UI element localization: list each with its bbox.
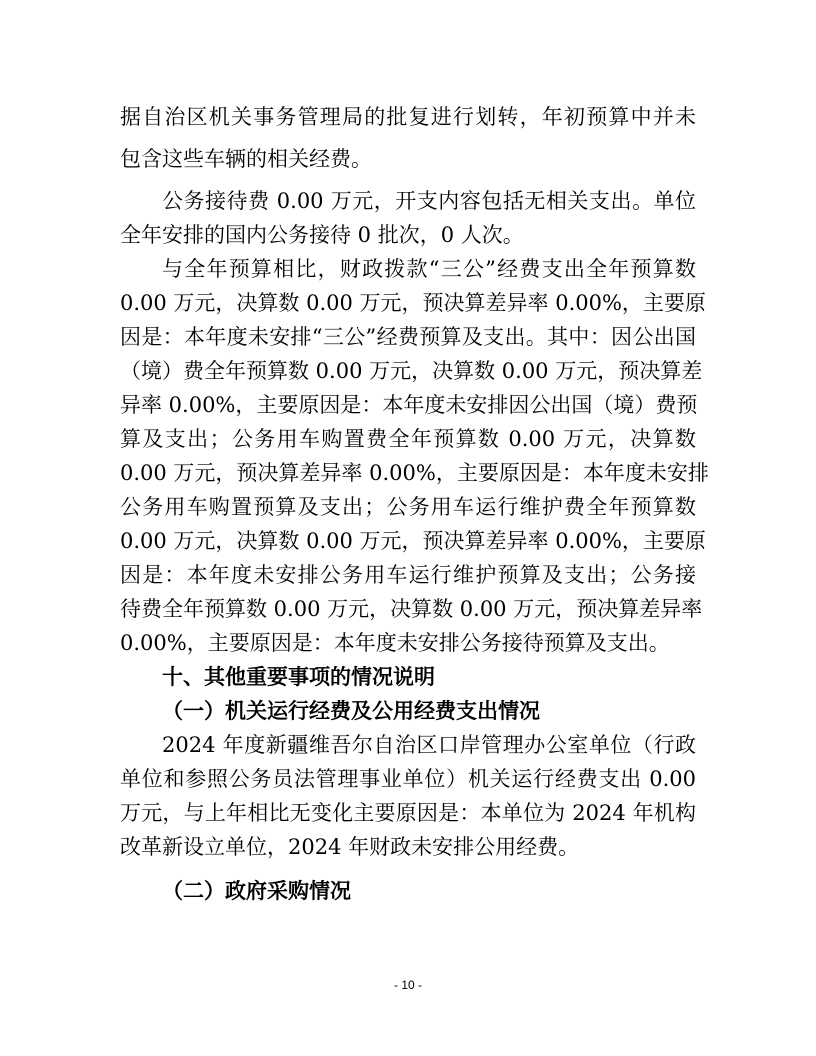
subsection-heading: （一）机关运行经费及公用经费支出情况 (162, 699, 540, 723)
paragraph-line: 单位和参照公务员法管理事业单位）机关运行经费支出 0.00 (120, 767, 696, 791)
paragraph-line: 0.00 万元，决算数 0.00 万元，预决算差异率 0.00%，主要原 (120, 529, 706, 553)
paragraph-line: 公务接待费 0.00 万元，开支内容包括无相关支出。单位 (162, 189, 696, 213)
section-heading: 十、其他重要事项的情况说明 (162, 665, 435, 689)
page-number: - 10 - (393, 978, 422, 992)
subsection-heading: （二）政府采购情况 (162, 879, 351, 903)
paragraph-line: 因是：本年度未安排“三公”经费预算及支出。其中：因公出国 (120, 325, 696, 349)
paragraph-line: 待费全年预算数 0.00 万元，决算数 0.00 万元，预决算差异率 (120, 597, 703, 621)
paragraph-line: 全年安排的国内公务接待 0 批次，0 人次。 (120, 223, 524, 247)
paragraph-line: 2024 年度新疆维吾尔自治区口岸管理办公室单位（行政 (162, 733, 696, 757)
paragraph-line: 算及支出；公务用车购置费全年预算数 0.00 万元，决算数 (120, 427, 696, 451)
paragraph-line: 异率 0.00%，主要原因是：本年度未安排因公出国（境）费预 (120, 393, 698, 417)
paragraph-line: 0.00 万元，预决算差异率 0.00%，主要原因是：本年度未安排 (120, 461, 709, 485)
paragraph-line: 0.00 万元，决算数 0.00 万元，预决算差异率 0.00%，主要原 (120, 291, 706, 315)
paragraph-line: 0.00%，主要原因是：本年度未安排公务接待预算及支出。 (120, 631, 670, 655)
paragraph-line: 万元，与上年相比无变化主要原因是：本单位为 2024 年机构 (120, 801, 696, 825)
paragraph-line: （境）费全年预算数 0.00 万元，决算数 0.00 万元，预决算差 (120, 359, 703, 383)
paragraph-line: 包含这些车辆的相关经费。 (120, 147, 372, 171)
paragraph-line: 因是：本年度未安排公务用车运行维护预算及支出；公务接 (120, 563, 696, 587)
paragraph-line: 据自治区机关事务管理局的批复进行划转，年初预算中并未 (120, 105, 696, 129)
paragraph-line: 改革新设立单位，2024 年财政未安排公用经费。 (120, 835, 580, 859)
paragraph-line: 与全年预算相比，财政拨款“三公”经费支出全年预算数 (162, 257, 696, 281)
paragraph-line: 公务用车购置预算及支出；公务用车运行维护费全年预算数 (120, 495, 696, 519)
